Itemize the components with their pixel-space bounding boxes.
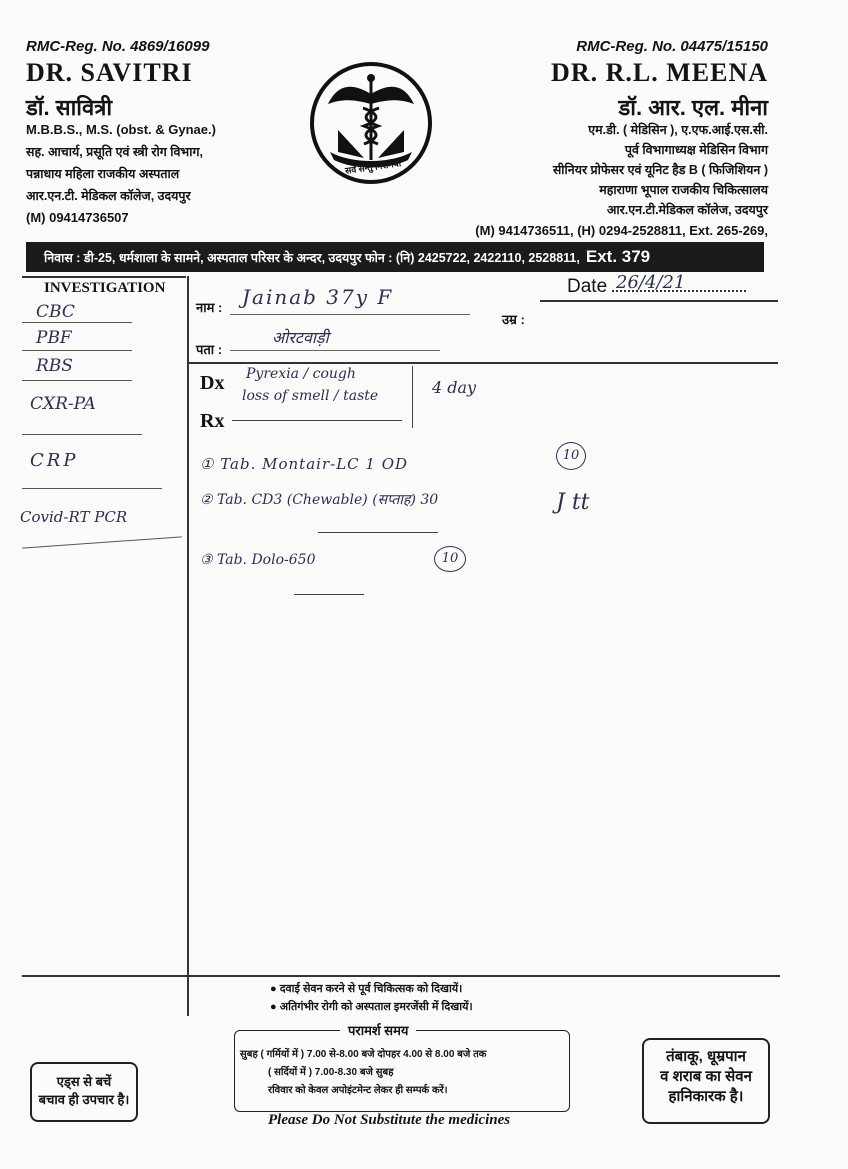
right-doctor-qualification: एम.डी. ( मेडिसिन ), ए.एफ.आई.एस.सी. [588,123,768,137]
left-doctor-name-hi: डॉ. सावित्री [26,95,113,120]
investigation-item: CBC [36,302,75,322]
tobacco-line1: तंबाकू, धूम्रपान [666,1048,746,1065]
investigation-divider [22,488,162,489]
left-doctor-qualification: M.B.B.S., M.S. (obst. & Gynae.) [26,122,216,137]
dx-label: Dx [200,372,225,394]
right-doctor-line3: महाराणा भूपाल राजकीय चिकित्सालय [599,183,768,197]
footer-note: Please Do Not Substitute the medicines [268,1112,511,1128]
rx-item-3: ③ Tab. Dolo-650 [200,552,316,568]
duration: 4 day [432,378,477,397]
address-underline [230,350,440,351]
right-doctor-line2: सीनियर प्रोफेसर एवं यूनिट हैड B ( फिजिशियन ) [552,163,768,177]
aids-line1: एड्स से बचें [56,1074,112,1089]
investigation-item: Covid-RT PCR [20,508,128,526]
consult-line2: ( सर्दियों में ) 7.00-8.30 बजे सुबह [268,1067,394,1078]
investigation-item: CRP [30,450,79,471]
patient-name-underline [230,314,470,315]
aids-box [30,1062,138,1122]
consult-line1: सुबह ( गर्मियों में ) 7.00 से-8.00 बजे दोपहर 4.00 से 8.00 बजे तक [240,1049,487,1060]
investigation-item: CXR-PA [30,394,96,414]
right-doctor-line1: पूर्व विभागाध्यक्ष मेडिसिन विभाग [624,143,768,157]
left-doctor-name-en: DR. SAVITRI [26,58,193,87]
age-label: उम्र : [502,312,525,327]
right-doctor-phones: (M) 9414736511, (H) 0294-2528811, Ext. 265-269, [475,223,768,238]
tobacco-box [642,1038,770,1124]
dx-line1: Pyrexia / cough [246,366,356,382]
left-doctor-mobile: (M) 09414736507 [26,210,129,225]
investigation-divider [22,350,132,351]
handwritten-address: ओरटवाड़ी [272,328,329,347]
note-2: ● अतिगंभीर रोगी को अस्पताल इमरजेंसी में दिखायें। [270,1001,473,1013]
date-value: 26/4/21 [616,272,686,293]
consult-title: परामर्श समय [340,1021,416,1039]
left-doctor-line1: सह. आचार्य, प्रसूति एवं स्त्री रोग विभाग, [26,145,203,159]
right-doctor-reg: RMC-Reg. No. 04475/15150 [576,38,768,55]
investigation-item: PBF [36,328,72,348]
investigation-divider [22,322,132,323]
address-label: पता : [196,342,223,357]
dx-underline [232,420,402,421]
logo-motto: सर्वे सन्तु निरामया [344,158,402,176]
signature: J tt [556,490,590,515]
note-1: ● दवाई सेवन करने से पूर्व चिकित्सक को दिखायें। [270,983,463,995]
investigation-item: RBS [36,356,73,376]
left-doctor-line2: पन्नाधाय महिला राजकीय अस्पताल [26,167,180,181]
rx-item-2: ② Tab. CD3 (Chewable) (सप्ताह) 30 [200,492,439,508]
name-label: नाम : [196,300,223,315]
left-doctor-reg: RMC-Reg. No. 4869/16099 [26,38,210,55]
address-bar [26,242,764,272]
rx-item-3-qty: 10 [434,546,466,572]
investigation-label: INVESTIGATION [44,280,166,296]
handwritten-patient-name: Jainab 37y F [242,285,394,309]
rx-item-1: ① Tab. Montair-LC 1 OD [200,455,409,473]
tobacco-line2: व शराब का सेवन [660,1068,752,1085]
rx-item-3-line [294,594,364,595]
dx-divider [412,366,413,428]
address-text: निवास : डी-25, धर्मशाला के सामने, अस्पताल परिसर के अन्दर, उदयपुर फोन : (नि) 2425722, 2422110, 2528811, [44,250,580,265]
rx-label: Rx [200,410,225,432]
right-doctor-name-hi: डॉ. आर. एल. मीना [618,95,768,120]
investigation-divider [22,380,132,381]
investigation-divider [22,434,142,435]
aids-line2: बचाव ही उपचार है। [38,1092,130,1107]
consult-line3: रविवार को केवल अपोइंटमेन्ट लेकर ही सम्पर्क करें। [268,1085,448,1096]
investigation-divider [22,536,182,548]
rx-item-2-line [318,532,438,533]
dx-line2: loss of smell / taste [242,388,379,404]
tobacco-line3: हानिकारक है। [668,1088,744,1105]
right-doctor-name-en: DR. R.L. MEENA [551,58,768,87]
right-doctor-line4: आर.एन.टी.मेडिकल कॉलेज, उदयपुर [606,203,768,217]
date-label: Date [567,276,608,297]
left-doctor-line3: आर.एन.टी. मेडिकल कॉलेज, उदयपुर [26,189,191,203]
address-ext: Ext. 379 [585,247,651,266]
rx-item-1-qty: 10 [556,442,586,470]
